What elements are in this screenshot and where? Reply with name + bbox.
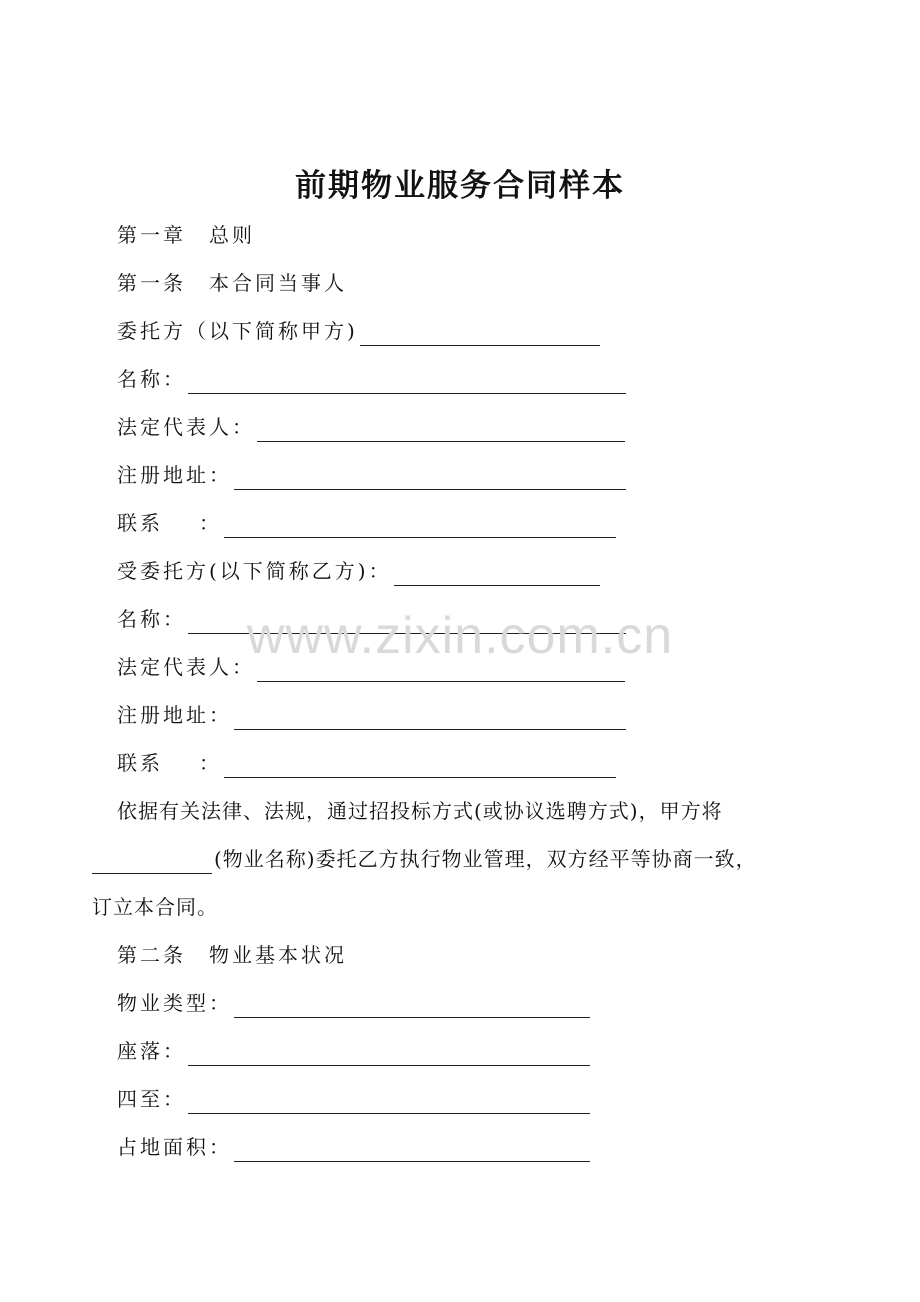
party-b-rep-label: 法定代表人： bbox=[117, 655, 255, 679]
document-title: 前期物业服务合同样本 bbox=[295, 168, 625, 204]
party-a-blank[interactable] bbox=[360, 323, 600, 346]
party-b-name-label: 名称： bbox=[117, 607, 186, 631]
party-a-contact-row bbox=[117, 508, 616, 538]
paragraph-line-2 bbox=[92, 844, 757, 874]
party-a-label-row bbox=[117, 316, 600, 346]
paragraph-line-1 bbox=[117, 796, 723, 826]
property-type-blank[interactable] bbox=[234, 995, 590, 1018]
property-type-label: 物业类型： bbox=[117, 991, 232, 1015]
watermark: www.zixin.com.cn bbox=[246, 607, 674, 665]
boundaries-blank[interactable] bbox=[188, 1091, 590, 1114]
location-label: 座落： bbox=[117, 1039, 186, 1063]
party-a-contact-label: 联系 bbox=[117, 511, 163, 535]
party-b-rep-blank[interactable] bbox=[257, 659, 625, 682]
party-b-address-row bbox=[117, 700, 626, 730]
article-heading bbox=[117, 268, 347, 298]
party-a-name-label: 名称： bbox=[117, 367, 186, 391]
article-heading-text: 第一条 本合同当事人 bbox=[117, 271, 347, 295]
chapter-heading-text: 第一章 总则 bbox=[117, 223, 255, 247]
land-area-blank[interactable] bbox=[234, 1139, 590, 1162]
boundaries-label: 四至： bbox=[117, 1087, 186, 1111]
party-a-rep-blank[interactable] bbox=[257, 419, 625, 442]
party-b-contact-row bbox=[117, 748, 616, 778]
paragraph-line-1-text: 依据有关法律、法规，通过招投标方式(或协议选聘方式)，甲方将 bbox=[117, 799, 723, 823]
party-a-address-blank[interactable] bbox=[234, 467, 626, 490]
party-a-address-label: 注册地址： bbox=[117, 463, 232, 487]
party-b-address-label: 注册地址： bbox=[117, 703, 232, 727]
paragraph-line-3 bbox=[92, 892, 218, 922]
paragraph-line-2-text: (物业名称)委托乙方执行物业管理，双方经平等协商一致， bbox=[214, 847, 757, 871]
party-a-label: 委托方（以下简称甲方) bbox=[117, 319, 358, 343]
party-a-contact-blank[interactable] bbox=[224, 515, 616, 538]
location-blank[interactable] bbox=[188, 1043, 590, 1066]
article-2-heading-text: 第二条 物业基本状况 bbox=[117, 943, 347, 967]
party-b-name-row bbox=[117, 604, 626, 634]
location-row bbox=[117, 1036, 590, 1066]
land-area-label: 占地面积： bbox=[117, 1135, 232, 1159]
party-a-address-row bbox=[117, 460, 626, 490]
party-b-name-blank[interactable] bbox=[188, 611, 626, 634]
party-a-rep-label: 法定代表人： bbox=[117, 415, 255, 439]
party-b-contact-colon: ： bbox=[199, 751, 222, 775]
chapter-heading bbox=[117, 220, 255, 250]
property-name-blank[interactable] bbox=[92, 851, 212, 874]
party-b-label: 受委托方(以下简称乙方)： bbox=[117, 559, 392, 583]
party-b-label-row bbox=[117, 556, 600, 586]
party-a-contact-colon: ： bbox=[199, 511, 222, 535]
party-a-rep-row bbox=[117, 412, 625, 442]
party-a-name-blank[interactable] bbox=[188, 371, 626, 394]
party-b-contact-blank[interactable] bbox=[224, 755, 616, 778]
land-area-row bbox=[117, 1132, 590, 1162]
party-b-rep-row bbox=[117, 652, 625, 682]
property-type-row bbox=[117, 988, 590, 1018]
article-2-heading bbox=[117, 940, 347, 970]
party-a-name-row bbox=[117, 364, 626, 394]
party-b-blank[interactable] bbox=[394, 563, 600, 586]
party-b-address-blank[interactable] bbox=[234, 707, 626, 730]
party-b-contact-label: 联系 bbox=[117, 751, 163, 775]
paragraph-line-3-text: 订立本合同。 bbox=[92, 895, 218, 919]
boundaries-row bbox=[117, 1084, 590, 1114]
